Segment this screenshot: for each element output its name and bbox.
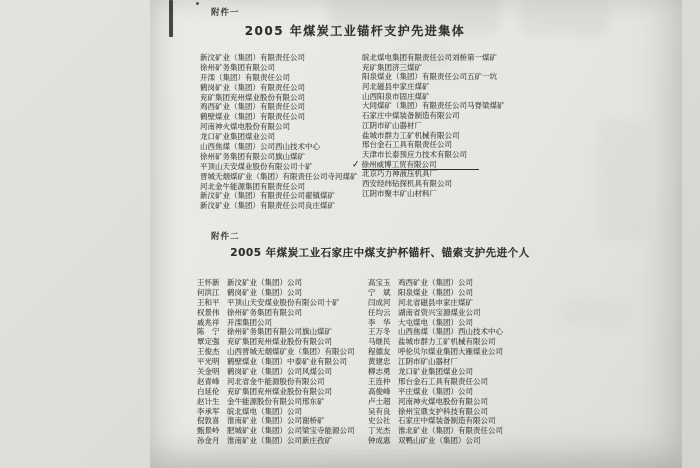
list-item — [197, 308, 355, 318]
bleedthrough-smudge — [598, 120, 644, 240]
list-item: 徐州矿务集团有限公司旗山煤矿 — [200, 151, 305, 161]
list-item — [197, 327, 355, 337]
organization-name: 湖南省资兴宝源煤业公司 — [398, 307, 481, 317]
attachment2-label: 附件二 — [211, 232, 240, 242]
person-name: 何洪江 — [197, 287, 220, 297]
list-item: 新汶矿业（集团）有限责任公司翟镇煤矿 — [200, 191, 335, 201]
list-item: 大同煤矿（集团）有限责任公司马脊梁煤矿 — [362, 101, 505, 111]
person-name: 孙金月 — [197, 436, 220, 446]
organization-name: 徐州宝鼎支护科技有限公司 — [398, 406, 488, 416]
list-item: 盐城市群力工矿机械有限公司 — [362, 130, 460, 140]
individuals-left-column — [197, 278, 355, 446]
organization-name: 淮北矿业（集团）有限责任公司 — [398, 426, 503, 436]
list-item — [197, 416, 355, 426]
list-item: 山西焦煤（集团）公司西山技术中心 — [200, 142, 320, 152]
person-name: 卢士超 — [368, 396, 391, 406]
list-item: 新汶矿业（集团）有限责任公司 — [200, 53, 305, 62]
organization-name: 龙口矿业集团煤业公司 — [398, 367, 473, 377]
organization-name: 皖北煤电（集团）公司 — [227, 406, 302, 416]
list-item — [197, 367, 355, 377]
person-name: 王万冬 — [368, 327, 391, 337]
person-name: 马继民 — [368, 337, 391, 347]
person-name: 权景伟 — [197, 307, 220, 317]
organization-name: 平庄煤业（集团）公司 — [398, 386, 473, 396]
organization-name: 山西晋城无烟煤矿业（集团）有限公司 — [227, 347, 355, 357]
list-item: 北京巧力神液压机具厂 — [362, 169, 437, 179]
person-name: 平光明 — [197, 357, 220, 367]
organization-name: 兖矿集团兖州煤业股份有限公司 — [227, 386, 332, 396]
organization-name: 开滦集团公司 — [227, 317, 272, 327]
organization-name: 平顶山天安煤业股份有限公司十矿 — [227, 297, 340, 307]
list-item: 新汶矿业（集团）有限责任公司良庄煤矿 — [200, 201, 335, 211]
person-name: 关金明 — [197, 367, 220, 377]
list-item — [368, 377, 503, 387]
list-item — [368, 337, 503, 347]
list-item: 开滦（集团）有限责任公司 — [200, 72, 290, 82]
list-item: 晋城无烟煤矿业（集团）有限责任公司寺河煤矿 — [200, 171, 358, 181]
person-name: 王连仲 — [368, 376, 391, 386]
individuals-right-column — [368, 278, 503, 446]
organization-name: 鹤岗矿业（集团）公司 — [227, 287, 302, 297]
list-item: 兖矿集团济三煤矿 — [362, 62, 422, 72]
list-item — [197, 318, 355, 328]
person-name: 王怀新 — [197, 278, 220, 287]
person-name: 程德友 — [368, 347, 391, 357]
organization-name: 双鸭山矿业（集团）公司 — [398, 436, 481, 446]
list-item — [197, 298, 355, 308]
list-item: 鹤岗矿业（集团）有限责任公司 — [200, 82, 305, 92]
person-name: 丁光杰 — [368, 426, 391, 436]
list-item — [368, 288, 503, 298]
list-item: 鹤壁煤业（集团）有限责任公司 — [200, 112, 305, 122]
list-item — [197, 377, 355, 387]
list-item: 江阴市聚丰矿山材料厂 — [362, 188, 437, 198]
list-item: 天津市长泰预应力技术有限公司 — [362, 149, 467, 159]
person-name: 高宝玉 — [368, 278, 391, 287]
list-item — [197, 407, 355, 417]
list-item — [197, 347, 355, 357]
person-name: 钟成惠 — [368, 436, 391, 446]
organization-name: 河南神火煤电股份有限公司 — [398, 396, 488, 406]
list-item — [368, 367, 503, 377]
list-item — [368, 298, 503, 308]
organization-name: 阳泉煤业（集团）公司 — [398, 287, 473, 297]
list-item — [197, 426, 355, 436]
list-item: 皖北煤电集团有限责任公司刘桥第一煤矿 — [362, 53, 497, 62]
organization-name: 石家庄中煤装备制造有限公司 — [398, 416, 496, 426]
bleedthrough-smudge — [560, 300, 630, 326]
person-name: 李 华 — [368, 317, 391, 327]
organization-name: 呼伦贝尔煤业集团大雁煤业公司 — [398, 347, 503, 357]
person-name: 陈 宁 — [197, 327, 220, 337]
organization-name: 邢台金石工具有限责任公司 — [398, 376, 488, 386]
list-item — [368, 407, 503, 417]
list-item — [368, 426, 503, 436]
list-item: 鸡西矿业（集团）有限责任公司 — [200, 102, 305, 112]
list-item: 西安经纬钻探机具有限公司 — [362, 178, 452, 188]
list-item — [368, 308, 503, 318]
list-item: 徐州矿务集团有限公司 — [200, 62, 275, 72]
list-item: 河北金牛能源集团有限责任公司 — [200, 181, 305, 191]
organization-name: 兖矿集团兖州煤业股份有限公司 — [227, 337, 332, 347]
list-item — [368, 347, 503, 357]
collectives-right-column — [351, 53, 505, 198]
person-name: 闫成河 — [368, 297, 391, 307]
organization-name: 徐州矿务集团有限公司旗山煤矿 — [227, 327, 332, 337]
list-item: 江阴市矿山器材厂 — [362, 120, 422, 130]
list-item: 阳泉煤业（集团）有限责任公司五矿一坑 — [362, 72, 497, 82]
list-item — [368, 397, 503, 407]
list-item: 邢台金石工具有限责任公司 — [362, 140, 452, 150]
organization-name: 肥城矿业（集团）公司梁宝寺能源公司 — [227, 426, 355, 436]
person-name: 赵青峰 — [197, 376, 220, 386]
list-item: 兖矿集团兖州煤业股份有限公司 — [200, 92, 305, 102]
list-item — [197, 357, 355, 367]
list-item — [197, 278, 355, 288]
list-item — [197, 288, 355, 298]
list-item — [368, 387, 503, 397]
list-item: 河北磁县申家庄煤矿 — [362, 82, 430, 92]
person-name: 黄建忠 — [368, 357, 391, 367]
list-item — [368, 357, 503, 367]
person-name: 甄景岭 — [197, 426, 220, 436]
person-name: 史公社 — [368, 416, 391, 426]
organization-name: 鹤岗矿业（集团）公司风煤公司 — [227, 367, 332, 377]
organization-name: 金牛能源股份有限公司邢东矿 — [227, 396, 325, 406]
organization-name: 鸡西矿业（集团）公司 — [398, 278, 473, 287]
list-item — [368, 278, 503, 288]
person-name: 任均云 — [368, 307, 391, 317]
person-name: 戚兆祥 — [197, 317, 220, 327]
list-item — [368, 327, 503, 337]
section1-title: 2005 年煤炭工业锚杆支护先进集体 — [244, 24, 466, 38]
person-name: 覃定强 — [197, 337, 220, 347]
list-item — [351, 159, 505, 171]
organization-name: 山西焦煤（集团）西山技术中心 — [398, 327, 503, 337]
collectives-left-column — [200, 53, 358, 211]
list-item: 石家庄中煤装备制造有限公司 — [362, 111, 460, 121]
organization-name: 江阴市矿山器材厂 — [398, 357, 458, 367]
list-item — [197, 436, 355, 446]
organization-name: 河北省磁县申家庄煤矿 — [398, 297, 473, 307]
organization-name: 新汶矿业（集团）公司 — [227, 278, 302, 287]
list-item — [197, 387, 355, 397]
person-name: 吴有良 — [368, 406, 391, 416]
person-name: 王俊杰 — [197, 347, 220, 357]
organization-name: 大屯煤电（集团）公司 — [398, 317, 473, 327]
handwritten-check-icon: ✓ — [351, 159, 360, 171]
list-item — [368, 416, 503, 426]
organization-name: 淮南矿业（集团）公司谢桥矿 — [227, 416, 325, 426]
person-name: 柳志勇 — [368, 367, 391, 377]
attachment1-label: 附件一 — [211, 8, 240, 18]
list-item — [197, 337, 355, 347]
list-item: 平顶山天安煤业股份有限公司十矿 — [200, 161, 313, 171]
organization-name: 徐州矿务集团有限公司 — [227, 307, 302, 317]
section2-title: 2005 年煤炭工业石家庄中煤支护杯锚杆、锚索支护先进个人 — [230, 247, 530, 259]
person-name: 王和平 — [197, 297, 220, 307]
list-item — [368, 436, 503, 446]
list-item — [368, 318, 503, 328]
marked-company-name: 徐州威博工贸有限公司 — [362, 160, 479, 170]
organization-name: 盐城市群力工矿机械有限公司 — [398, 337, 496, 347]
organization-name: 淮南矿业（集团）公司新庄孜矿 — [227, 436, 332, 446]
organization-name: 鹤壁煤业（集团）中泰矿业有限公司 — [227, 357, 347, 367]
person-name: 李承军 — [197, 406, 220, 416]
list-item: 龙口矿业集团煤业公司 — [200, 132, 275, 142]
list-item: 河南神火煤电股份有限公司 — [200, 122, 290, 132]
list-item — [197, 397, 355, 407]
person-name: 宁 斌 — [368, 287, 391, 297]
person-name: 赵计生 — [197, 396, 220, 406]
person-name: 倪敦喜 — [197, 416, 220, 426]
person-name: 白延伦 — [197, 386, 220, 396]
list-item: 山西阳泉市固庄煤矿 — [362, 91, 430, 101]
person-name: 高俊峰 — [368, 386, 391, 396]
organization-name: 河北省金牛能源股份有限公司 — [227, 376, 325, 386]
scan-speck — [196, 2, 199, 5]
